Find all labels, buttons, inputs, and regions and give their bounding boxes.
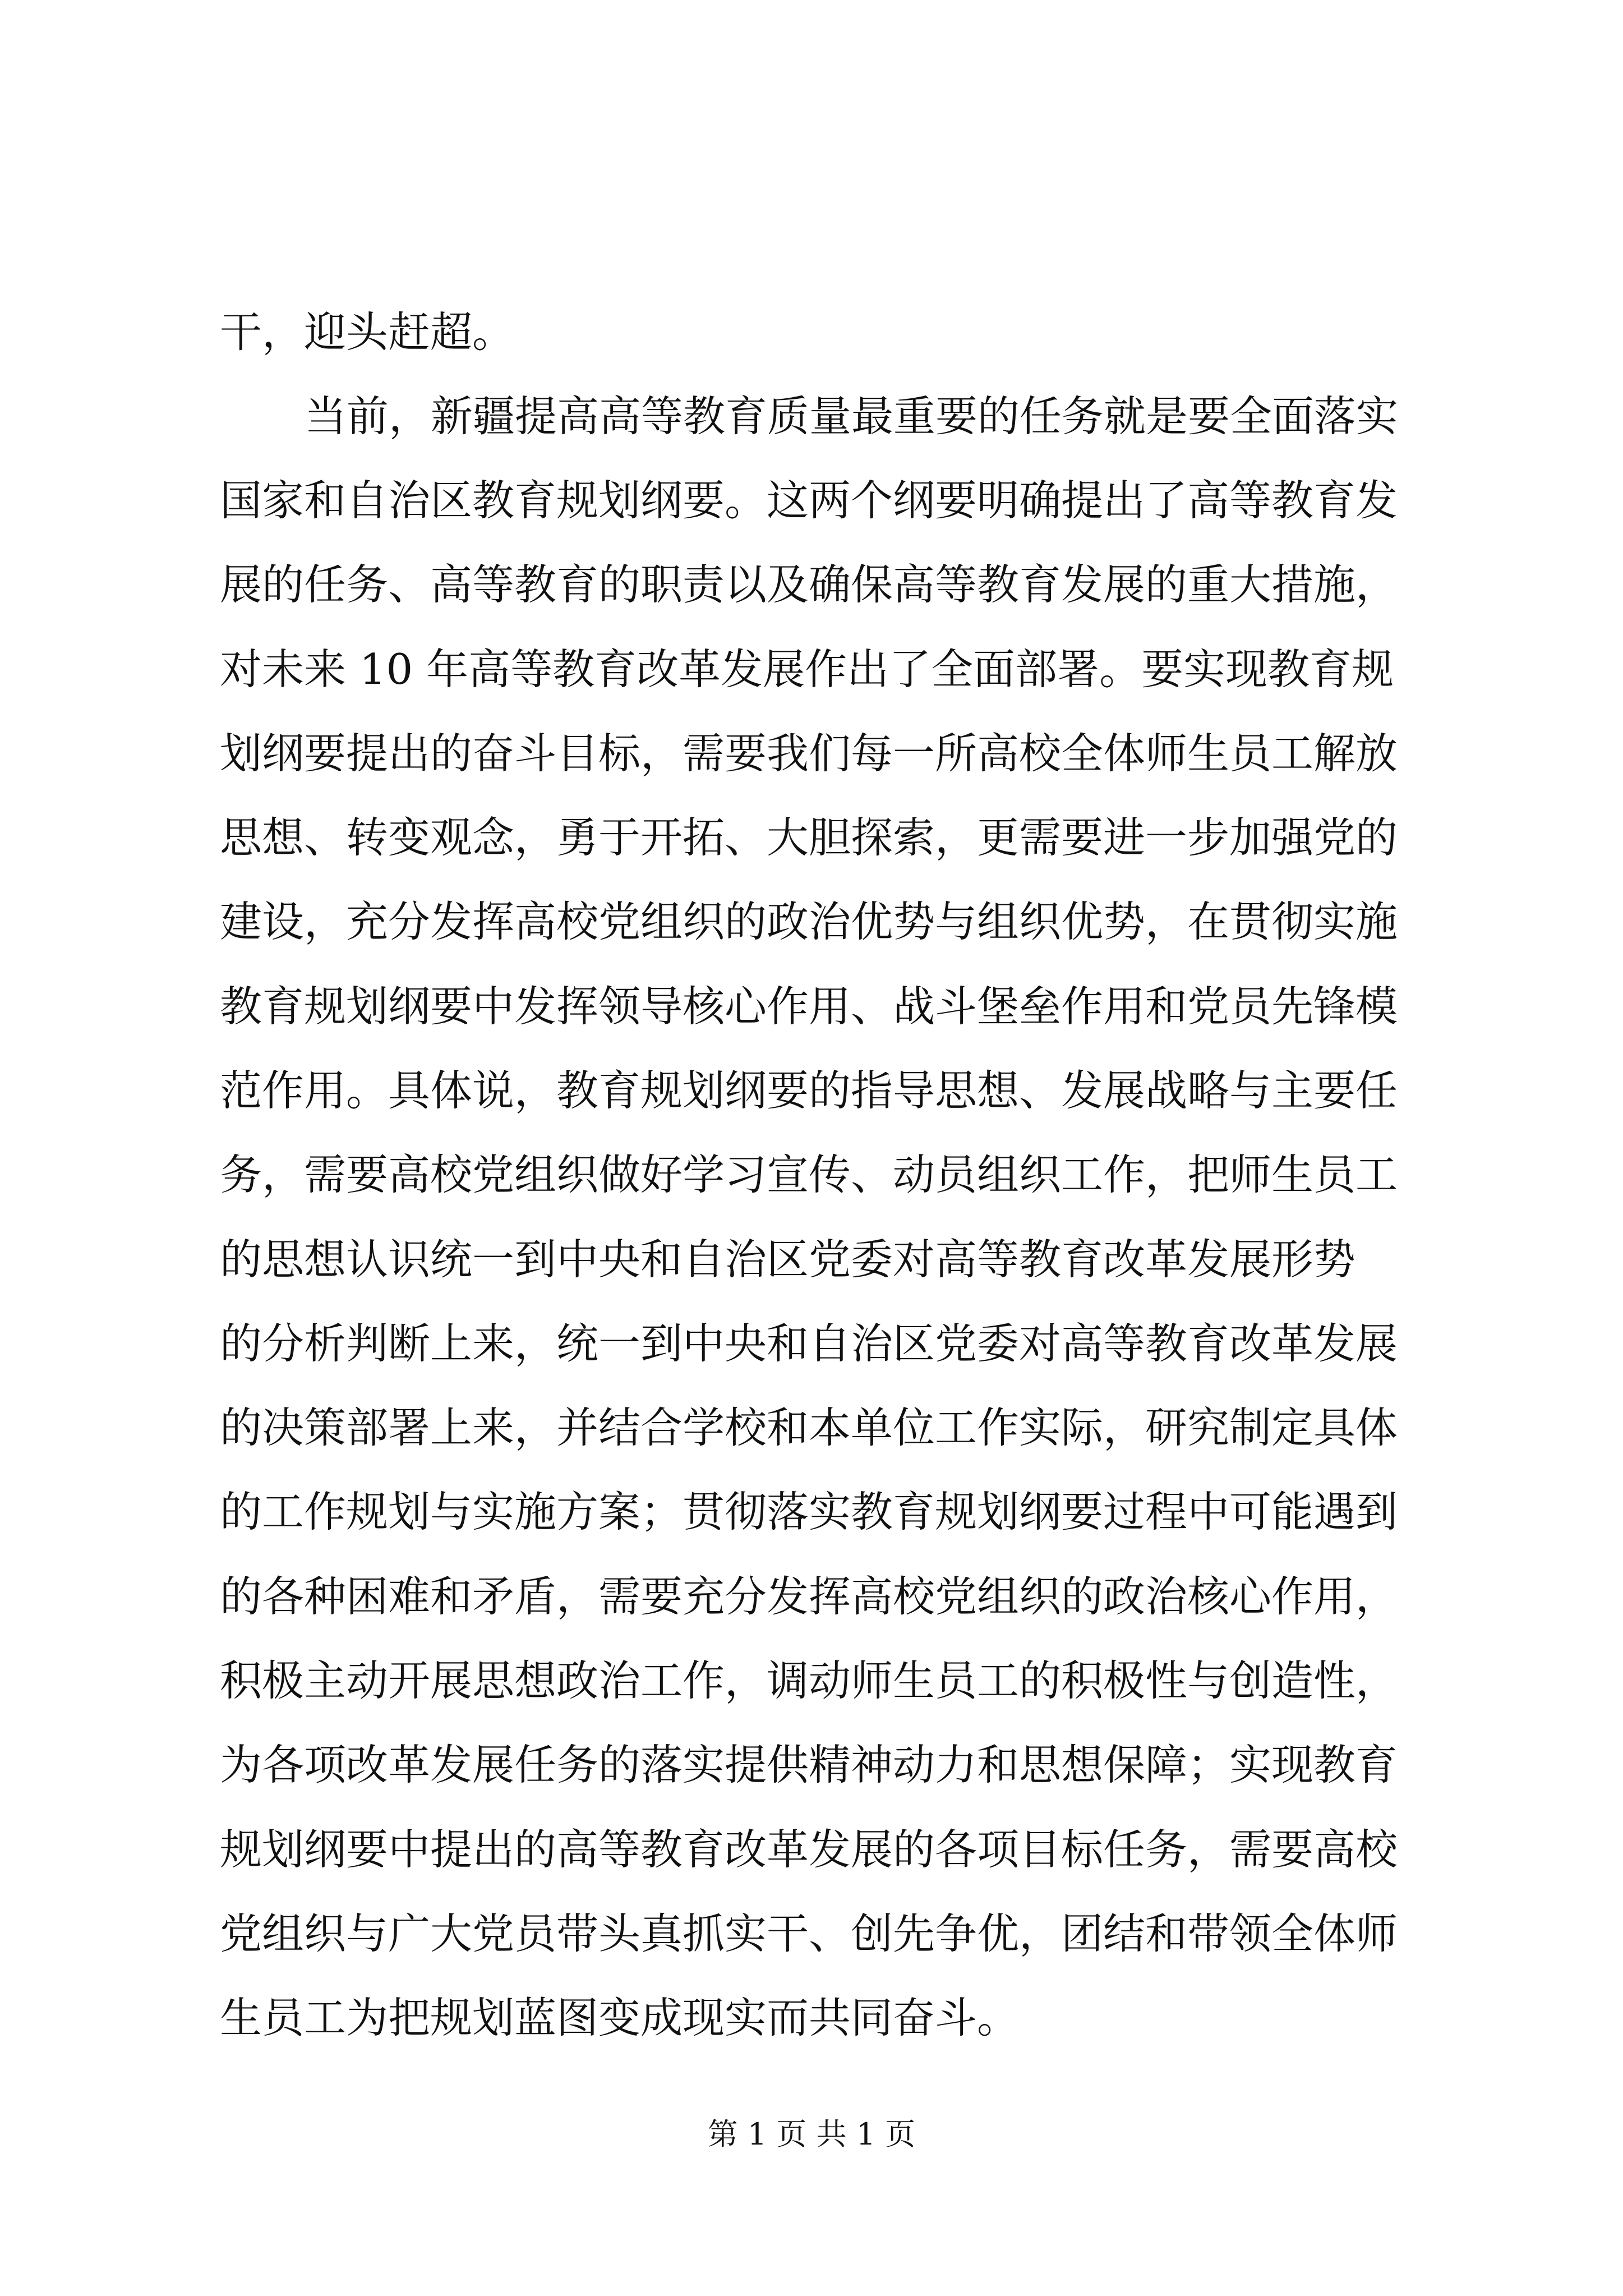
text-line: 的各种困难和矛盾，需要充分发挥高校党组织的政治核心作用， [220, 1572, 1398, 1621]
text-line: 规划纲要中提出的高等教育改革发展的各项目标任务，需要高校 [220, 1825, 1398, 1874]
text-line: 生员工为把规划蓝图变成现实而共同奋斗。 [220, 1993, 1020, 2042]
text-line: 务，需要高校党组织做好学习宣传、动员组织工作，把师生员工 [220, 1150, 1398, 1199]
text-line: 干，迎头赶超。 [220, 307, 515, 357]
text-line: 的决策部署上来，并结合学校和本单位工作实际，研究制定具体 [220, 1403, 1398, 1452]
text-line: 党组织与广大党员带头真抓实干、创先争优，团结和带领全体师 [220, 1909, 1398, 1958]
text-line: 国家和自治区教育规划纲要。这两个纲要明确提出了高等教育发 [220, 476, 1398, 525]
page-footer: 第 1 页 共 1 页 [707, 2116, 916, 2152]
text-line: 建设，充分发挥高校党组织的政治优势与组织优势，在贯彻实施 [220, 897, 1398, 946]
text-line: 当前，新疆提高高等教育质量最重要的任务就是要全面落实 [305, 392, 1399, 441]
text-line: 的思想认识统一到中央和自治区党委对高等教育改革发展形势 [220, 1235, 1356, 1284]
text-line: 的工作规划与实施方案；贯彻落实教育规划纲要过程中可能遇到 [220, 1487, 1398, 1536]
text-line: 展的任务、高等教育的职责以及确保高等教育发展的重大措施， [220, 560, 1398, 609]
text-line: 教育规划纲要中发挥领导核心作用、战斗堡垒作用和党员先锋模 [220, 982, 1398, 1031]
text-line: 为各项改革发展任务的落实提供精神动力和思想保障；实现教育 [220, 1740, 1398, 1789]
text-line: 思想、转变观念，勇于开拓、大胆探索，更需要进一步加强党的 [220, 813, 1398, 862]
text-line: 积极主动开展思想政治工作，调动师生员工的积极性与创造性， [220, 1656, 1398, 1705]
text-line: 的分析判断上来，统一到中央和自治区党委对高等教育改革发展 [220, 1319, 1398, 1368]
text-line: 划纲要提出的奋斗目标，需要我们每一所高校全体师生员工解放 [220, 729, 1398, 778]
text-line: 对未来 10 年高等教育改革发展作出了全面部署。要实现教育规 [220, 645, 1394, 694]
text-line: 范作用。具体说，教育规划纲要的指导思想、发展战略与主要任 [220, 1066, 1398, 1115]
